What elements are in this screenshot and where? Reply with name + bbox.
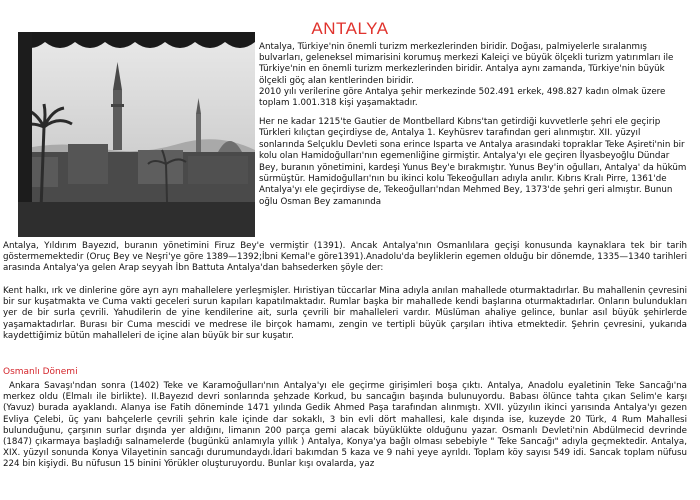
antalya-city-photo bbox=[18, 32, 255, 237]
ibn-battuta-quote: Kent halkı, ırk ve dinlerine göre ayrı ayrı mahallelere yerleşmişler. Hıristiyan tüccarlar Mina adıyla anılan mahallede oturmaktadırlar. Bu mahallenin çevresini bir sur kuşatmakta ve Cuma vakti geceleri surun kapıları kapatılmaktadır. Rumlar başka bir mahallede kendi başlarına oturmaktadırlar. Onların bulundukları yer de bir surla çevrili. Yahudilerin de yine kendilerine ait, surla çevrili bir mahalleleri vardır. Müslüman ahaliye gelince, bunlar asıl büyük şehirlerde yaşamaktadırlar. Burası bir Cuma mescidi ve medrese ile birçok hamamı, zengin ve tertipli büyük çarşıları ihtiva etmektedir. Şehrin çevresini, yukarıda kaydettiğimiz bütün mahalleleri de içine alan büyük bir sur kuşatır. bbox=[3, 286, 687, 341]
history-continued-paragraph: Antalya, Yıldırım Bayezıd, buranın yönetimini Firuz Bey'e vermiştir (1391). Ancak Antalya'nın Osmanlılara geçişi konusunda kaynaklara tek bir tarih göstermemektedir (Oruç Bey ve Neşri'ye göre 1389—1392;İbni Kemal'e göre1391).Anadolu'da beyliklerin egemen olduğu bir dönemde, 1335—1340 tarihleri arasında Antalya'ya gelen Arap seyyah İbn Battuta Antalya'dan bahsederken şöyle der: bbox=[3, 241, 687, 274]
history-paragraph: Her ne kadar 1215'te Gautier de Montbellard Kıbrıs'tan getirdiği kuvvetlerle şehri ele geçirip Türkleri kılıçtan geçirdiyse de, Antalya 1. Keyhüsrev tarafından geri alınmıştır. XII. yüzyıl sonlarında Selçuklu Devleti sona erince Isparta ve Antalya arasındaki topraklar Teke Aşireti'nin bir kolu olan Hamidoğulları'nın egemenliğine girmiştir. Antalya'yı ele geçiren İlyasbeyoğlu Dündar Bey, buranın yönetimini, kardeşi Yunus Bey'e bırakmıştır. Yunus Bey'in oğulları, Antalya' da hüküm sürmüştür. Hamidoğulları'nın bu ikinci kolu Tekeoğulları adıyla anılır. Kıbrıs Kralı Pirre, 1361'de Antalya'yı ele geçirdiyse de, Tekeoğulları'ndan Mehmed Bey, 1373'de şehri geri almıştır. Bunun oğlu Osman Bey zamanında bbox=[259, 117, 687, 207]
intro-paragraph: Antalya, Türkiye'nin önemli turizm merkezlerinden biridir. Doğası, palmiyelerle sıralanmış bulvarları, geleneksel mimarisini korumuş merkezi Kaleiçi ve büyük ölçekli turizm yatırımları ile Türkiye'nin en önemli turizm merkezlerinden biridir. Antalya aynı zamanda, Türkiye'nin büyük ölçekli göç alan kentlerinden biridir. bbox=[259, 42, 674, 86]
section-heading: Osmanlı Dönemi bbox=[3, 367, 78, 377]
page-title: ANTALYA bbox=[311, 19, 389, 38]
ottoman-period-paragraph: Ankara Savaşı'ndan sonra (1402) Teke ve Karamoğulları'nın Antalya'yı ele geçirme girişimleri boşa çıktı. Antalya, Anadolu eyaletinin Teke Sancağı'na merkez oldu (Elmalı ile birlikte). II.Bayezıd devri sonlarında şehzade Korkud, bu sancağın başında bulunuyordu. Babası ölünce tahta çıkan Selim'e karşı (Yavuz) burada ayaklandı. Alanya ise Fatih döneminde 1471 yılında Gedik Ahmed Paşa tarafından alınmıştı. XVII. yüzyılın ikinci yarısında Antalya'yı gezen Evliya Çelebi, üç yanı bahçelerle çevrili şehrin kale içinde dar sokaklı, 3 bin evli dört mahallesi, kale dışında ise, kuzeyde 20 Türk, 4 Rum Mahallesi bulunduğunu, çarşının surlar dışında yer aldığını, limanın 200 parça gemi alacak büyüklükte olduğunu yazar. Osmanlı Devleti'nin Abdülmecid devrinde (1847) çıkarmaya başladığı salnamelerde (bugünkü anlamıyla yıllık ) Antalya, Konya'ya bağlı olması sebebiyle " Teke Sancağı" adıyla geçmektedir. Antalya, XIX. yüzyıl sonunda Konya Vilayetinin sancağı durumundaydı.İdari bakımdan 5 kaza ve 9 nahi yeye ayrıldı. Toplam köy sayısı 549 idi. Sancak toplam nüfusu 224 bin kişiydi. Bu nüfusun 15 binini Yörükler oluşturuyordu. Bunlar kışı ovalarda, yaz bbox=[3, 381, 687, 470]
population-paragraph: 2010 yılı verilerine göre Antalya şehir merkezinde 502.491 erkek, 498.827 kadın olmak üzere toplam 1.001.318 kişi yaşamaktadır. bbox=[259, 87, 666, 109]
